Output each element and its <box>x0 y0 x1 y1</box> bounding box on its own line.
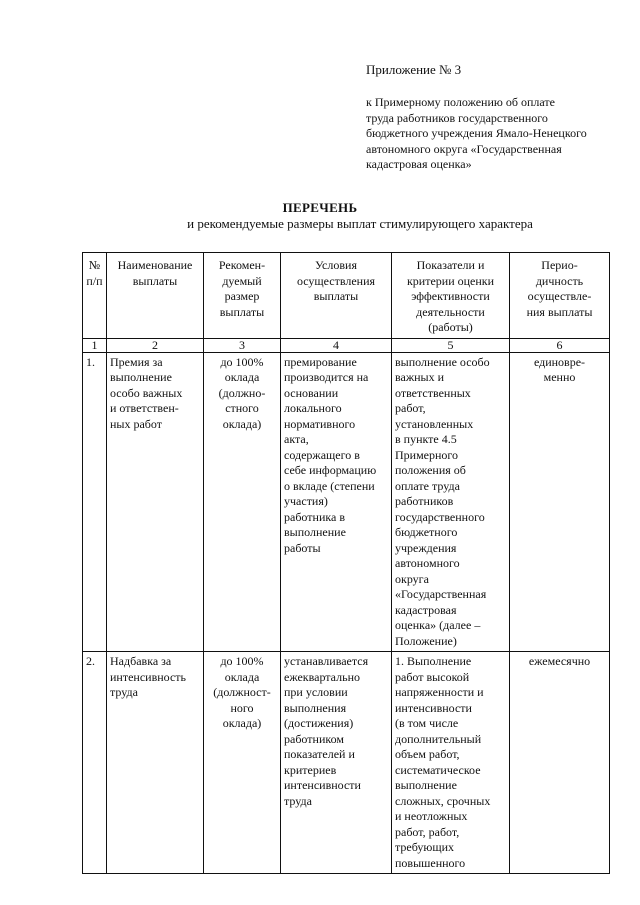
column-number: 6 <box>510 338 610 352</box>
payment-periodicity-line: ежемесячно <box>528 654 591 668</box>
appendix-reference-line: к Примерному положению об оплате <box>366 95 555 109</box>
payment-criteria-line: 1. Выполнение <box>395 654 472 668</box>
payment-criteria-line: выполнение <box>395 778 457 792</box>
payment-criteria-line: интенсивности <box>395 700 472 715</box>
payment-conditions-line: участия) <box>284 494 328 508</box>
payment-conditions-line: труда <box>284 793 312 808</box>
header-line: № <box>88 258 101 272</box>
appendix-reference-line: бюджетного учреждения Ямало-Ненецкого <box>366 126 587 140</box>
payment-criteria-line: требующих <box>395 840 454 854</box>
payment-size <box>204 652 281 874</box>
payment-criteria-line: работ, <box>395 401 426 415</box>
appendix-reference <box>366 95 606 173</box>
header-line: критерии оценки <box>406 273 495 288</box>
payment-conditions <box>281 352 392 652</box>
payment-conditions-line: работника в <box>284 509 346 524</box>
payment-conditions-line: при условии <box>284 685 348 699</box>
payment-name-line: Надбавка за <box>110 654 172 668</box>
payment-conditions-line: премирование <box>284 354 357 369</box>
payment-criteria <box>392 352 510 652</box>
header-periodicity <box>510 253 610 339</box>
payment-conditions-line: производится на <box>284 370 369 384</box>
payment-criteria-line: Положение) <box>395 633 457 648</box>
payment-conditions-line: работником <box>284 731 344 746</box>
payment-size-line: оклада <box>224 669 260 684</box>
payment-criteria-line: в пункте 4.5 <box>395 432 457 446</box>
header-size <box>204 253 281 339</box>
header-conditions <box>281 253 392 339</box>
header-number <box>83 253 107 339</box>
payment-conditions-line: о вкладе (степени <box>284 478 375 493</box>
payment-size-line: оклада) <box>222 416 262 431</box>
payment-size-line: (должност- <box>213 685 271 699</box>
column-number: 4 <box>281 338 392 352</box>
payment-criteria-line: кадастровая <box>395 602 457 617</box>
header-line: осуществления <box>296 273 376 288</box>
table-row <box>83 652 610 874</box>
payment-size-line: ного <box>230 700 254 715</box>
payment-conditions-line: выполнения <box>284 700 347 715</box>
payment-criteria-line: выполнение особо <box>395 354 490 369</box>
payment-name-line: выполнение <box>110 370 172 384</box>
payment-criteria <box>392 652 510 874</box>
appendix-reference-line: труда работников государственного <box>366 110 548 125</box>
header-line: выплаты <box>313 289 359 303</box>
header-line: выплаты <box>219 304 265 319</box>
table-row <box>83 352 610 652</box>
payment-conditions-line: выполнение <box>284 525 346 539</box>
payment-conditions-line: основании <box>284 385 339 400</box>
payment-name-line: и ответствен- <box>110 401 179 415</box>
header-line: ния выплаты <box>526 304 593 319</box>
payment-size-line: (должно- <box>218 385 266 400</box>
appendix-reference-line: автономного округа «Государственная <box>366 141 562 156</box>
header-line: Показатели и <box>416 258 485 272</box>
payment-criteria-line: округа <box>395 571 429 586</box>
payment-criteria-line: положения об <box>395 463 466 477</box>
payment-size-line: до 100% <box>220 654 264 668</box>
column-number: 1 <box>83 338 107 352</box>
payment-name <box>107 652 204 874</box>
payment-conditions-line: локального <box>284 401 342 415</box>
payment-conditions-line: себе информацию <box>284 463 377 477</box>
header-line: дичность <box>535 273 584 288</box>
payment-criteria-line: работ высокой <box>395 669 470 684</box>
payment-criteria-line: объем работ, <box>395 747 460 761</box>
payment-criteria-line: и неотложных <box>395 809 468 823</box>
header-line: (работы) <box>428 320 473 334</box>
document-title: ПЕРЕЧЕНЬ <box>282 200 358 215</box>
payment-conditions-line: акта, <box>284 432 309 446</box>
payment-criteria-line: (в том числе <box>395 716 459 730</box>
payment-size-line: оклада <box>224 370 260 384</box>
payment-name-line: Премия за <box>110 354 163 369</box>
header-line: размер <box>224 289 260 303</box>
payment-criteria-line: сложных, срочных <box>395 793 491 808</box>
payment-criteria-line: бюджетного <box>395 525 458 539</box>
payment-criteria-line: оценка» (далее – <box>395 618 481 632</box>
payment-conditions-line: содержащего в <box>284 447 360 462</box>
appendix-reference-line: кадастровая оценка» <box>366 157 472 171</box>
header-line: Перио- <box>541 258 578 272</box>
payment-criteria-line: государственного <box>395 509 485 524</box>
payment-size-line: стного <box>225 401 259 415</box>
header-criteria <box>392 253 510 339</box>
payment-periodicity-line: менно <box>543 370 576 384</box>
payment-conditions-line: критериев <box>284 762 337 777</box>
payment-criteria-line: работников <box>395 494 454 508</box>
header-line: Наименование <box>117 258 193 272</box>
column-number: 2 <box>107 338 204 352</box>
header-name <box>107 253 204 339</box>
payment-criteria-line: учреждения <box>395 540 457 555</box>
payment-conditions-line: показателей и <box>284 747 355 761</box>
payment-criteria-line: работ, работ, <box>395 824 460 839</box>
appendix-title: Приложение № 3 <box>366 62 462 77</box>
row-number: 2. <box>83 652 107 874</box>
payment-conditions-line: работы <box>284 540 321 555</box>
payment-name-line: особо важных <box>110 385 183 400</box>
column-number: 3 <box>204 338 281 352</box>
payment-criteria-line: дополнительный <box>395 731 482 746</box>
payment-periodicity <box>510 352 610 652</box>
payment-name-line: труда <box>110 685 138 699</box>
payment-conditions-line: ежеквартально <box>284 669 360 684</box>
header-line: эффективности <box>411 289 490 303</box>
payment-size-line: до 100% <box>220 354 264 369</box>
payment-conditions-line: устанавливается <box>284 654 369 668</box>
row-number: 1. <box>83 352 107 652</box>
payment-criteria-line: систематическое <box>395 762 481 777</box>
header-line: деятельности <box>416 304 485 319</box>
table-header-row <box>83 253 610 339</box>
payment-criteria-line: установленных <box>395 416 474 431</box>
column-number-row <box>83 338 610 352</box>
payment-criteria-line: автономного <box>395 556 460 570</box>
header-line: осуществле- <box>527 289 592 303</box>
payment-criteria-line: повышенного <box>395 855 466 870</box>
payment-criteria-line: напряженности и <box>395 685 484 699</box>
payment-conditions-line: (достижения) <box>284 716 354 730</box>
header-line: Рекомен- <box>218 258 266 272</box>
payment-name-line: ных работ <box>110 416 163 431</box>
payment-conditions-line: нормативного <box>284 416 356 431</box>
payment-periodicity-line: единовре- <box>533 354 586 369</box>
payment-name <box>107 352 204 652</box>
payment-criteria-line: «Государственная <box>395 587 487 601</box>
document-subtitle: и рекомендуемые размеры выплат стимулирующего характера <box>187 216 533 231</box>
payment-conditions-line: интенсивности <box>284 778 361 792</box>
payment-size-line: оклада) <box>222 716 262 730</box>
payment-conditions <box>281 652 392 874</box>
payment-periodicity <box>510 652 610 874</box>
header-line: дуемый <box>222 273 262 288</box>
column-number: 5 <box>392 338 510 352</box>
payment-criteria-line: оплате труда <box>395 478 460 493</box>
payments-table <box>82 252 610 874</box>
header-line: Условия <box>315 258 357 272</box>
payment-size <box>204 352 281 652</box>
payment-criteria-line: важных и <box>395 370 445 384</box>
header-line: выплаты <box>132 273 178 288</box>
payment-name-line: интенсивность <box>110 669 187 684</box>
payment-criteria-line: ответственных <box>395 385 471 400</box>
payment-criteria-line: Примерного <box>395 447 459 462</box>
header-line: п/п <box>86 273 103 288</box>
